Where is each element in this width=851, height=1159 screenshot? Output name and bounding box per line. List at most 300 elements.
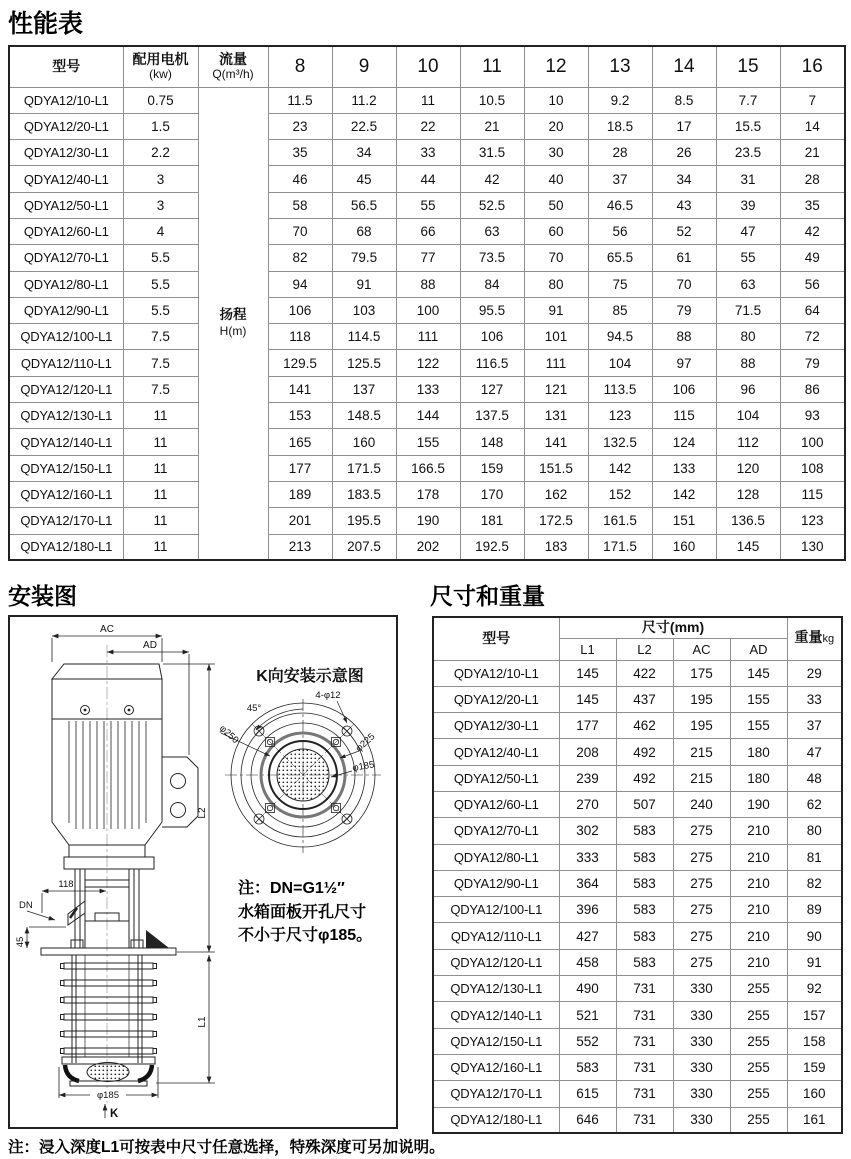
head-value-cell: 153: [268, 403, 332, 429]
power-cell: 5.5: [123, 245, 198, 271]
head-value-cell: 125.5: [332, 350, 396, 376]
head-value-cell: 121: [524, 376, 588, 402]
head-value-cell: 55: [396, 192, 460, 218]
installation-drawing: [10, 617, 396, 1127]
head-value-cell: 166.5: [396, 455, 460, 481]
model-cell: QDYA12/160-L1: [9, 481, 123, 507]
performance-row: [9, 218, 845, 244]
installation-title: 安装图: [8, 583, 77, 609]
head-value-cell: 123: [588, 403, 652, 429]
dim-label-ac: AC: [100, 624, 114, 635]
flange-note-line3: 不小于尺寸φ185。: [238, 927, 373, 944]
head-value-cell: 137: [332, 376, 396, 402]
dimension-value-cell: 270: [559, 791, 616, 817]
dimension-value-cell: 89: [787, 897, 842, 923]
head-value-cell: 52: [652, 218, 716, 244]
head-value-cell: 42: [780, 218, 845, 244]
dimension-value-cell: 82: [787, 870, 842, 896]
dimension-value-cell: 255: [730, 1054, 787, 1080]
dimension-value-cell: 583: [616, 949, 673, 975]
model-cell: QDYA12/150-L1: [9, 455, 123, 481]
dimension-value-cell: 615: [559, 1081, 616, 1107]
performance-row: [9, 140, 845, 166]
power-cell: 11: [123, 429, 198, 455]
head-value-cell: 171.5: [332, 455, 396, 481]
head-value-cell: 160: [332, 429, 396, 455]
dimension-value-cell: 177: [559, 713, 616, 739]
head-value-cell: 129.5: [268, 350, 332, 376]
dimension-value-cell: 210: [730, 818, 787, 844]
head-value-cell: 39: [716, 192, 780, 218]
head-value-cell: 73.5: [460, 245, 524, 271]
dimension-value-cell: 492: [616, 765, 673, 791]
dimension-value-cell: 583: [616, 923, 673, 949]
head-value-cell: 144: [396, 403, 460, 429]
flange-note-line2: 水箱面板开孔尺寸: [238, 903, 367, 921]
head-value-cell: 7: [780, 87, 845, 113]
dimension-value-cell: 275: [673, 897, 730, 923]
head-value-cell: 66: [396, 218, 460, 244]
head-value-cell: 40: [524, 166, 588, 192]
head-value-cell: 108: [780, 455, 845, 481]
performance-row: [9, 350, 845, 376]
head-value-cell: 207.5: [332, 534, 396, 560]
head-value-cell: 183: [524, 534, 588, 560]
head-value-cell: 75: [588, 271, 652, 297]
dimension-value-cell: 145: [730, 660, 787, 686]
head-value-cell: 8.5: [652, 87, 716, 113]
head-value-cell: 94.5: [588, 324, 652, 350]
head-value-cell: 155: [396, 429, 460, 455]
head-value-cell: 88: [396, 271, 460, 297]
power-cell: 1.5: [123, 113, 198, 139]
model-cell: QDYA12/100-L1: [9, 324, 123, 350]
dimension-value-cell: 583: [559, 1054, 616, 1080]
head-value-cell: 82: [268, 245, 332, 271]
head-value-cell: 171.5: [588, 534, 652, 560]
head-value-cell: 160: [652, 534, 716, 560]
head-value-cell: 189: [268, 481, 332, 507]
dimensions-body: [433, 660, 842, 1133]
model-cell: QDYA12/160-L1: [433, 1054, 559, 1080]
performance-row: [9, 324, 845, 350]
head-value-cell: 195.5: [332, 508, 396, 534]
head-value-cell: 136.5: [716, 508, 780, 534]
performance-row: [9, 245, 845, 271]
head-value-cell: 18.5: [588, 113, 652, 139]
power-cell: 7.5: [123, 376, 198, 402]
performance-row: [9, 271, 845, 297]
head-value-cell: 84: [460, 271, 524, 297]
model-cell: QDYA12/50-L1: [9, 192, 123, 218]
dimension-value-cell: 255: [730, 1107, 787, 1133]
head-value-cell: 34: [332, 140, 396, 166]
dims-model-header: 型号: [433, 617, 559, 660]
drawing-labels: [15, 624, 377, 1120]
head-value-cell: 46: [268, 166, 332, 192]
dimension-value-cell: 81: [787, 844, 842, 870]
head-value-cell: 28: [588, 140, 652, 166]
head-value-cell: 31.5: [460, 140, 524, 166]
head-value-cell: 80: [524, 271, 588, 297]
performance-title: 性能表: [8, 10, 84, 38]
dimension-value-cell: 47: [787, 739, 842, 765]
head-value-cell: 37: [588, 166, 652, 192]
flow-value-header: 16: [780, 46, 845, 87]
head-value-cell: 131: [524, 403, 588, 429]
head-value-cell: 128: [716, 481, 780, 507]
model-cell: QDYA12/30-L1: [9, 140, 123, 166]
head-value-cell: 118: [268, 324, 332, 350]
head-value-cell: 202: [396, 534, 460, 560]
head-value-cell: 11.2: [332, 87, 396, 113]
flow-value-header: 14: [652, 46, 716, 87]
head-value-cell: 94: [268, 271, 332, 297]
head-value-cell: 50: [524, 192, 588, 218]
dimension-value-cell: 731: [616, 1028, 673, 1054]
dimension-value-cell: 29: [787, 660, 842, 686]
weight-header-cn: 重量: [794, 629, 823, 646]
dimension-value-cell: 302: [559, 818, 616, 844]
dims-weight-header: [787, 617, 842, 660]
head-value-cell: 85: [588, 297, 652, 323]
performance-row: [9, 376, 845, 402]
dimensions-row: [433, 976, 842, 1002]
head-value-cell: 35: [780, 192, 845, 218]
flow-value-header: 11: [460, 46, 524, 87]
flange-k-view: [221, 699, 381, 853]
performance-row: [9, 403, 845, 429]
head-value-cell: 44: [396, 166, 460, 192]
dimension-value-cell: 275: [673, 949, 730, 975]
head-value-cell: 133: [652, 455, 716, 481]
head-value-cell: 31: [716, 166, 780, 192]
dimension-value-cell: 731: [616, 1002, 673, 1028]
dim-label-l1: L1: [197, 1016, 208, 1028]
dimension-value-cell: 161: [787, 1107, 842, 1133]
size-sub-header: L1: [559, 638, 616, 660]
installation-diagram: [8, 615, 398, 1129]
head-value-cell: 11.5: [268, 87, 332, 113]
dimension-value-cell: 330: [673, 1107, 730, 1133]
head-value-cell: 30: [524, 140, 588, 166]
head-value-cell: 10.5: [460, 87, 524, 113]
dimension-value-cell: 731: [616, 1081, 673, 1107]
model-cell: QDYA12/170-L1: [433, 1081, 559, 1107]
head-value-cell: 151.5: [524, 455, 588, 481]
model-cell: QDYA12/140-L1: [433, 1002, 559, 1028]
performance-header-row: [9, 46, 845, 87]
performance-row: [9, 508, 845, 534]
dimension-value-cell: 330: [673, 1028, 730, 1054]
head-value-cell: 46.5: [588, 192, 652, 218]
power-cell: 0.75: [123, 87, 198, 113]
head-value-cell: 56: [588, 218, 652, 244]
head-value-cell: 142: [588, 455, 652, 481]
dimensions-row: [433, 1028, 842, 1054]
dimensions-row: [433, 765, 842, 791]
dimension-value-cell: 62: [787, 791, 842, 817]
weight-header-unit: kg: [822, 633, 835, 646]
model-cell: QDYA12/80-L1: [433, 844, 559, 870]
head-value-cell: 86: [780, 376, 845, 402]
head-value-cell: 17: [652, 113, 716, 139]
dimension-value-cell: 583: [616, 818, 673, 844]
power-cell: 5.5: [123, 271, 198, 297]
power-cell: 2.2: [123, 140, 198, 166]
dimension-value-cell: 157: [787, 1002, 842, 1028]
dimension-value-cell: 155: [730, 686, 787, 712]
motor-column-header: [123, 46, 198, 87]
model-cell: QDYA12/20-L1: [433, 686, 559, 712]
head-value-cell: 101: [524, 324, 588, 350]
performance-row: [9, 192, 845, 218]
head-value-cell: 72: [780, 324, 845, 350]
dimension-value-cell: 255: [730, 1081, 787, 1107]
dimensions-row: [433, 1002, 842, 1028]
head-value-cell: 96: [716, 376, 780, 402]
dim-label-118: 118: [58, 879, 74, 890]
head-value-cell: 97: [652, 350, 716, 376]
size-sub-header: AC: [673, 638, 730, 660]
model-cell: QDYA12/120-L1: [9, 376, 123, 402]
head-value-cell: 95.5: [460, 297, 524, 323]
model-cell: QDYA12/10-L1: [433, 660, 559, 686]
flow-column-header: [198, 46, 268, 87]
model-cell: QDYA12/40-L1: [9, 166, 123, 192]
dimensions-row: [433, 870, 842, 896]
model-cell: QDYA12/170-L1: [9, 508, 123, 534]
dimension-value-cell: 492: [616, 739, 673, 765]
dimension-value-cell: 583: [616, 897, 673, 923]
model-cell: QDYA12/180-L1: [433, 1107, 559, 1133]
dimensions-row: [433, 791, 842, 817]
head-value-cell: 10: [524, 87, 588, 113]
dimension-value-cell: 255: [730, 1002, 787, 1028]
head-value-cell: 23.5: [716, 140, 780, 166]
label-phi225: φ225: [353, 731, 378, 755]
flow-value-header: 13: [588, 46, 652, 87]
head-value-cell: 106: [460, 324, 524, 350]
head-value-cell: 63: [460, 218, 524, 244]
head-value-cell: 77: [396, 245, 460, 271]
flange-note-line1: 注：DN=G1½″: [238, 880, 345, 897]
head-value-cell: 100: [780, 429, 845, 455]
flange-note: [238, 877, 396, 948]
head-value-cell: 106: [652, 376, 716, 402]
model-cell: QDYA12/10-L1: [9, 87, 123, 113]
dimension-value-cell: 80: [787, 818, 842, 844]
head-value-cell: 26: [652, 140, 716, 166]
motor-header-line2: (kw): [149, 66, 172, 81]
dimension-value-cell: 48: [787, 765, 842, 791]
dimension-value-cell: 507: [616, 791, 673, 817]
dimension-value-cell: 240: [673, 791, 730, 817]
dimension-value-cell: 210: [730, 897, 787, 923]
model-cell: QDYA12/70-L1: [9, 245, 123, 271]
model-cell: QDYA12/40-L1: [433, 739, 559, 765]
head-value-cell: 137.5: [460, 403, 524, 429]
model-cell: QDYA12/60-L1: [9, 218, 123, 244]
head-value-cell: 114.5: [332, 324, 396, 350]
head-value-cell: 55: [716, 245, 780, 271]
performance-row: [9, 455, 845, 481]
dimension-value-cell: 215: [673, 765, 730, 791]
dimensions-row: [433, 844, 842, 870]
head-value-cell: 91: [524, 297, 588, 323]
label-bolt-holes: 4-φ12: [315, 690, 341, 701]
head-value-cell: 170: [460, 481, 524, 507]
head-value-cell: 132.5: [588, 429, 652, 455]
head-value-cell: 60: [524, 218, 588, 244]
performance-row: [9, 429, 845, 455]
dimension-value-cell: 91: [787, 949, 842, 975]
head-value-cell: 111: [396, 324, 460, 350]
head-value-cell: 106: [268, 297, 332, 323]
label-45deg: 45°: [246, 703, 262, 714]
head-value-cell: 49: [780, 245, 845, 271]
head-value-cell: 80: [716, 324, 780, 350]
head-value-cell: 213: [268, 534, 332, 560]
head-value-cell: 152: [588, 481, 652, 507]
dimension-value-cell: 210: [730, 923, 787, 949]
head-value-cell: 64: [780, 297, 845, 323]
dimension-value-cell: 330: [673, 1002, 730, 1028]
head-value-cell: 148.5: [332, 403, 396, 429]
power-cell: 3: [123, 166, 198, 192]
dimensions-row: [433, 923, 842, 949]
performance-row: [9, 297, 845, 323]
dimension-value-cell: 33: [787, 686, 842, 712]
head-value-cell: 142: [652, 481, 716, 507]
head-value-cell: 141: [524, 429, 588, 455]
performance-row: [9, 534, 845, 560]
dimension-value-cell: 396: [559, 897, 616, 923]
head-value-cell: 112: [716, 429, 780, 455]
dimension-value-cell: 175: [673, 660, 730, 686]
dim-label-dn: DN: [19, 900, 33, 911]
head-unit-line2: H(m): [219, 324, 247, 339]
dimensions-row: [433, 1054, 842, 1080]
dim-label-ad: AD: [143, 640, 157, 651]
size-sub-header: AD: [730, 638, 787, 660]
flow-header-line2: Q(m³/h): [212, 66, 254, 81]
head-value-cell: 113.5: [588, 376, 652, 402]
dimensions-row: [433, 897, 842, 923]
head-value-cell: 65.5: [588, 245, 652, 271]
head-unit-line1: 扬程: [219, 307, 247, 323]
dimension-value-cell: 364: [559, 870, 616, 896]
performance-row: [9, 481, 845, 507]
flow-header-line1: 流量: [219, 50, 247, 67]
flow-value-header: 8: [268, 46, 332, 87]
power-cell: 11: [123, 508, 198, 534]
head-value-cell: 122: [396, 350, 460, 376]
dimension-value-cell: 215: [673, 739, 730, 765]
label-phi185: φ185: [351, 759, 376, 774]
head-value-cell: 43: [652, 192, 716, 218]
head-value-cell: 100: [396, 297, 460, 323]
dimensions-row: [433, 739, 842, 765]
power-cell: 11: [123, 403, 198, 429]
dimension-value-cell: 159: [787, 1054, 842, 1080]
dimension-value-cell: 255: [730, 976, 787, 1002]
head-value-cell: 79: [780, 350, 845, 376]
head-value-cell: 70: [268, 218, 332, 244]
head-value-cell: 133: [396, 376, 460, 402]
model-cell: QDYA12/150-L1: [433, 1028, 559, 1054]
head-value-cell: 45: [332, 166, 396, 192]
head-value-cell: 201: [268, 508, 332, 534]
dimensions-header-row1: [433, 617, 842, 638]
head-value-cell: 159: [460, 455, 524, 481]
head-value-cell: 11: [396, 87, 460, 113]
flow-value-header: 9: [332, 46, 396, 87]
head-value-cell: 22.5: [332, 113, 396, 139]
dimensions-row: [433, 686, 842, 712]
dimension-value-cell: 195: [673, 686, 730, 712]
model-cell: QDYA12/110-L1: [9, 350, 123, 376]
model-cell: QDYA12/90-L1: [433, 870, 559, 896]
head-value-cell: 115: [652, 403, 716, 429]
model-cell: QDYA12/180-L1: [9, 534, 123, 560]
power-cell: 5.5: [123, 297, 198, 323]
dimension-value-cell: 145: [559, 686, 616, 712]
model-cell: QDYA12/120-L1: [433, 949, 559, 975]
head-value-cell: 9.2: [588, 87, 652, 113]
head-value-cell: 35: [268, 140, 332, 166]
head-value-cell: 79.5: [332, 245, 396, 271]
dimension-value-cell: 239: [559, 765, 616, 791]
head-value-cell: 165: [268, 429, 332, 455]
dimension-value-cell: 208: [559, 739, 616, 765]
model-cell: QDYA12/110-L1: [433, 923, 559, 949]
head-value-cell: 88: [652, 324, 716, 350]
head-value-cell: 127: [460, 376, 524, 402]
head-value-cell: 178: [396, 481, 460, 507]
dimension-value-cell: 195: [673, 713, 730, 739]
dimension-value-cell: 160: [787, 1081, 842, 1107]
head-value-cell: 15.5: [716, 113, 780, 139]
dim-label-l2: L2: [197, 807, 208, 819]
head-value-cell: 130: [780, 534, 845, 560]
head-value-cell: 20: [524, 113, 588, 139]
power-cell: 7.5: [123, 324, 198, 350]
head-value-cell: 177: [268, 455, 332, 481]
head-value-cell: 141: [268, 376, 332, 402]
head-value-cell: 23: [268, 113, 332, 139]
dimension-value-cell: 190: [730, 791, 787, 817]
head-value-cell: 123: [780, 508, 845, 534]
dimensions-row: [433, 818, 842, 844]
head-value-cell: 7.7: [716, 87, 780, 113]
power-cell: 11: [123, 534, 198, 560]
dimension-value-cell: 731: [616, 976, 673, 1002]
dimensions-table: [432, 616, 843, 1134]
head-value-cell: 151: [652, 508, 716, 534]
dim-label-phi185-bottom: φ185: [96, 1090, 120, 1101]
head-value-cell: 58: [268, 192, 332, 218]
dimension-value-cell: 210: [730, 870, 787, 896]
performance-row: [9, 87, 845, 113]
dimension-value-cell: 731: [616, 1107, 673, 1133]
dim-label-45: 45: [15, 936, 26, 948]
model-column-header: 型号: [9, 46, 123, 87]
head-value-cell: 70: [524, 245, 588, 271]
head-value-cell: 22: [396, 113, 460, 139]
head-value-cell: 116.5: [460, 350, 524, 376]
head-value-cell: 47: [716, 218, 780, 244]
